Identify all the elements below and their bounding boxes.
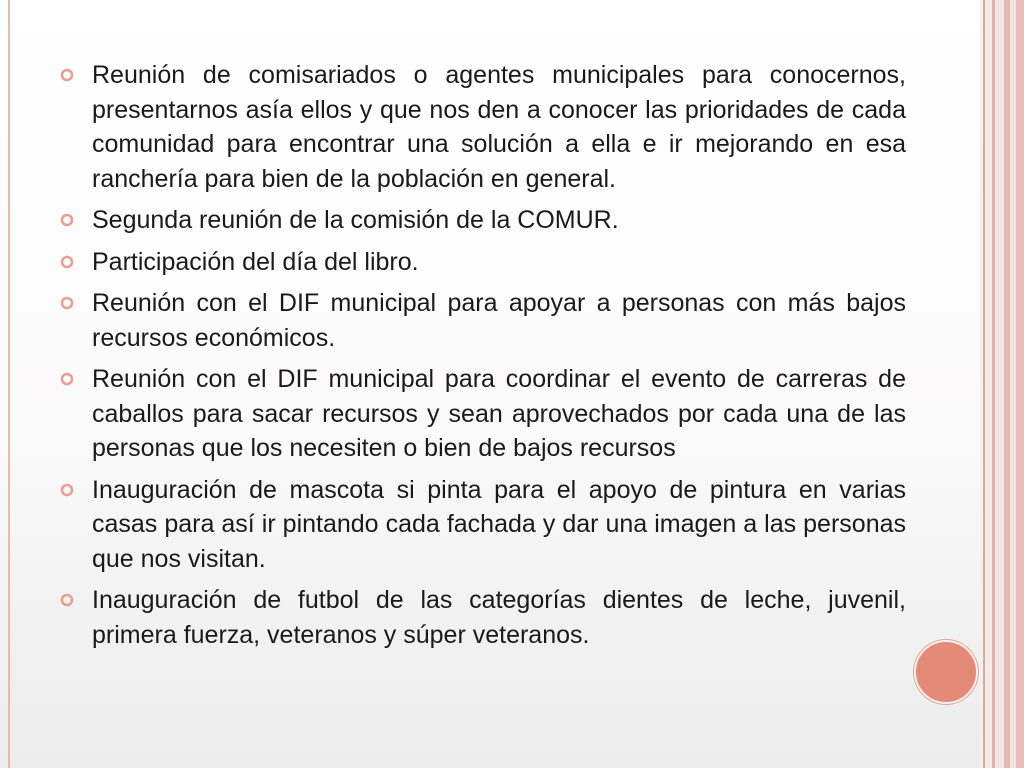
bullet-item [60,583,906,652]
bullet-item [60,58,906,196]
bullet-ring-icon [60,483,74,497]
bullet-text: Segunda reunión de la comisión de la COMUR. [92,206,619,234]
bullet-text: Reunión de comisariados o agentes municipales para conocernos, presentarnos asía ellos y que nos den a conocer las prioridades de cada comunidad para encontrar una solución a ella e ir mejorando en esa ranchería para bien de la población en general. [92,61,906,193]
bullet-ring-icon [60,255,74,269]
bullet-ring-icon [60,68,74,82]
bullet-text: Reunión con el DIF municipal para apoyar a personas con más bajos recursos económicos. [92,289,906,352]
bullet-ring-icon [60,213,74,227]
bullet-item [60,473,906,577]
bullet-item [60,245,906,280]
bullet-item [60,362,906,466]
bullet-text: Reunión con el DIF municipal para coordinar el evento de carreras de caballos para sacar recursos y sean aprovechados por cada una de las personas que los necesiten o bien de bajos recursos [92,365,906,462]
bullet-item [60,203,906,238]
bullet-ring-icon [60,372,74,386]
right-decorative-band [980,0,1024,768]
bullet-list [60,58,906,652]
bullet-text: Inauguración de futbol de las categorías dientes de leche, juvenil, primera fuerza, veteranos y súper veteranos. [92,586,906,649]
decorative-circle [914,640,978,704]
bullet-text: Participación del día del libro. [92,247,419,276]
bullet-ring-icon [60,593,74,607]
bullet-ring-icon [60,296,74,310]
bullet-text: Inauguración de mascota si pinta para el apoyo de pintura en varias casas para así ir pintando cada fachada y dar una imagen a las personas que nos visitan. [92,475,906,573]
bullet-item [60,286,906,355]
left-border-line [8,0,10,768]
slide-content [60,58,906,659]
